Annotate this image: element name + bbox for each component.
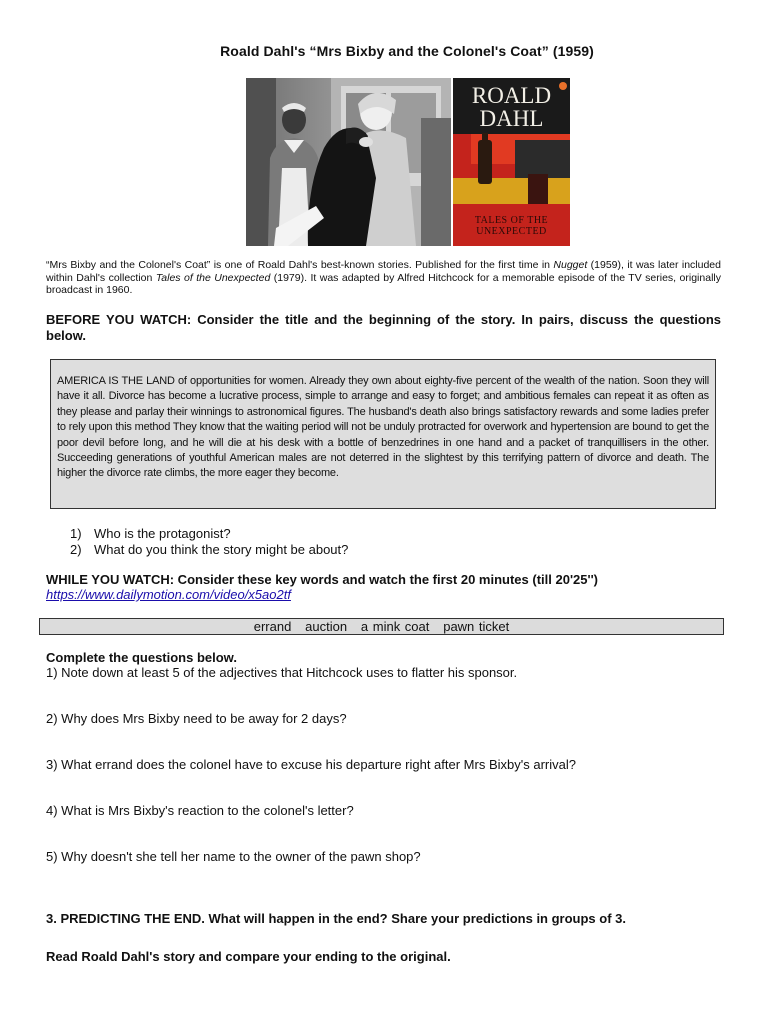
question-item: 2) Why does Mrs Bixby need to be away for 2 days? [46,711,347,726]
before-you-watch-heading: BEFORE YOU WATCH: Consider the title and the beginning of the story. In pairs, discuss the questions below. [46,312,721,343]
film-still-image [246,78,451,246]
story-excerpt: AMERICA IS THE LAND of opportunities for women. Already they own about eighty-five percent of the wealth of the nation. Soon they will have it all. Divorce has become a lucrative process, simple to arrange and easy to forget; and ambitious females can repeat it as often as they please and parlay their winnings to astronomical figures. The husband's death also brings satisfactory rewards and some ladies prefer to rely upon this method They know that the waiting period will not be unduly protracted for overwork and hypertension are bound to get the poor devil before long, and he will die at his desk with a bottle of benzedrines in one hand and a packet of tranquillisers in the other. Succeeding generations of youthful American males are not deterred in the slightest by this terrifying pattern of divorce and death. The higher the divorce rate climbs, the more eager they become. [57,375,709,480]
read-story-instruction: Read Roald Dahl's story and compare your ending to the original. [46,949,451,964]
question-item: 1) Note down at least 5 of the adjectives that Hitchcock uses to flatter his sponsor. [46,665,518,680]
book-cover-title: ROALD DAHL [471,83,552,131]
book-cover-image [453,78,570,246]
complete-questions-heading: Complete the questions below. [46,650,237,665]
question-item: 5) Why doesn't she tell her name to the owner of the pawn shop? [46,849,421,864]
page-title: Roald Dahl's “Mrs Bixby and the Colonel's Coat” (1959) [220,43,594,59]
question-item: 4) What is Mrs Bixby's reaction to the colonel's letter? [46,803,354,818]
discussion-question-1: 1) Who is the protagonist? [70,526,231,541]
discussion-question-2: 2) What do you think the story might be about? [70,542,349,557]
keywords-text: errand auction a mink coat pawn ticket [253,619,510,634]
predicting-end-heading: 3. PREDICTING THE END. What will happen in the end? Share your predictions in groups of 3. [46,911,626,926]
intro-paragraph: “Mrs Bixby and the Colonel's Coat” is one of Roald Dahl's best-known stories. Published for the first time in Nugget (1959), it was later included within Dahl's collection Tales of the Unexpected (1979). It was adapted by Alfred Hitchcock for a memorable episode of the TV series, originally broadcast in 1960. [46,259,721,296]
video-link[interactable]: https://www.dailymotion.com/video/x5ao2tf [46,587,291,602]
while-you-watch-heading: WHILE YOU WATCH: Consider these key words and watch the first 20 minutes (till 20'25'') [46,572,599,587]
book-cover-subtitle: TALES OF THE UNEXPECTED [474,215,549,237]
story-excerpt-box [50,359,716,509]
keywords-box [39,618,724,635]
question-item: 3) What errand does the colonel have to excuse his departure right after Mrs Bixby's arrival? [46,757,576,772]
